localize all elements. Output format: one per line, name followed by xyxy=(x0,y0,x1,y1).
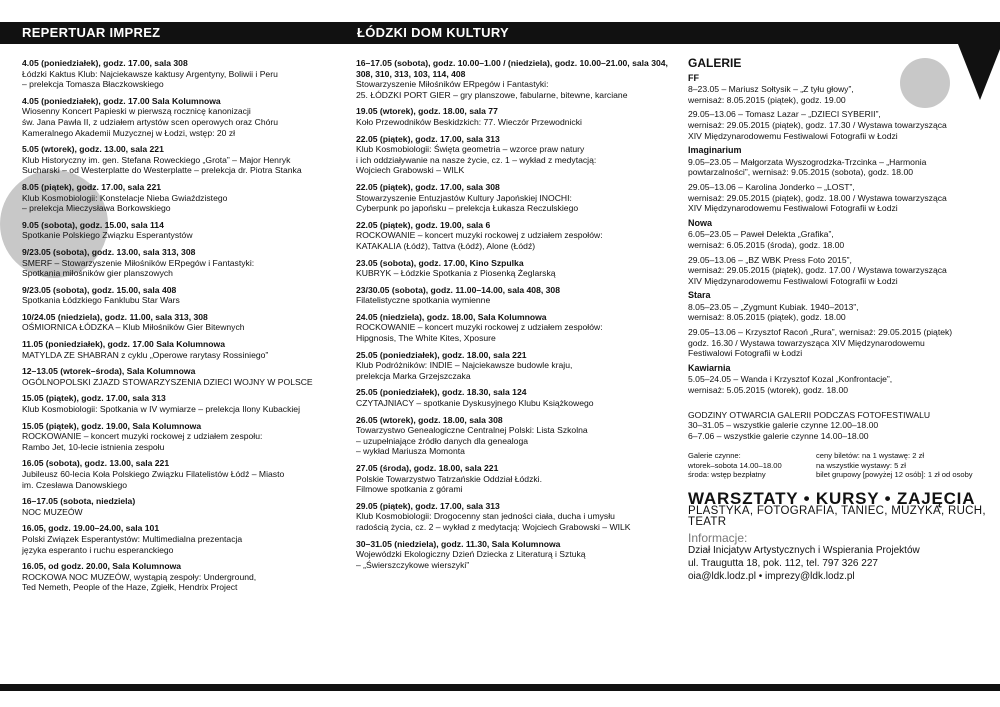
exhibition-line: wernisaż: 8.05.2015 (piątek), godz. 19.00 xyxy=(688,94,846,105)
event-entry xyxy=(22,220,340,241)
event-date-venue: 23/30.05 (sobota), godz. 11.00–14.00, sala 408, 308 xyxy=(356,284,560,295)
event-date-venue: 29.05 (piątek), godz. 17.00, sala 313 xyxy=(356,500,500,511)
ticket-info xyxy=(688,451,988,479)
event-entry xyxy=(356,539,674,571)
event-description: – uzupełniające źródło danych dla genealoga xyxy=(356,435,529,446)
event-description: ROCKOWANIE – koncert muzyki rockowej z udziałem zespołów: xyxy=(356,322,603,333)
gallery-section-name: Nowa xyxy=(688,217,713,228)
event-description: SMERF – Stowarzyszenie Miłośników ERpegów i Fantastyki: xyxy=(22,257,255,268)
contact-info xyxy=(688,544,988,583)
event-description: Ted Nemeth, People of the Haze, Zgiełk, Hendrix Project xyxy=(22,582,238,593)
contact-line: Dział Inicjatyw Artystycznych i Wspierania Projektów xyxy=(688,545,920,556)
event-date-venue: 16.05, od godz. 20.00, Sala Kolumnowa xyxy=(22,561,182,572)
galleries-title: GALERIE xyxy=(688,56,742,70)
event-description: CZYTAJNIACY – spotkanie Dyskusyjnego Klubu Książkowego xyxy=(356,398,594,409)
exhibition-line: 29.05–13.06 – Karolina Jonderko – „LOST”, xyxy=(688,181,855,192)
event-description: Spotkanie Polskiego Związku Esperantystów xyxy=(22,230,193,241)
ticket-price-line: na wszystkie wystawy: 5 zł xyxy=(816,460,906,470)
event-description: – wykład Mariusza Momonta xyxy=(356,446,465,457)
opening-hours-line: GODZINY OTWARCIA GALERII PODCZAS FOTOFESTIWALU xyxy=(688,409,931,420)
event-description: im. Czesława Danowskiego xyxy=(22,479,128,490)
event-entry xyxy=(22,182,340,214)
event-description: ROCKOWANIE – koncert muzyki rockowej z udziałem zespołu: xyxy=(22,431,263,442)
event-description: Cyberpunk po japońsku – prelekcja Łukasza Reczulskiego xyxy=(356,203,579,214)
exhibition-line: wernisaż: 8.05.2015 (piątek), godz. 18.00 xyxy=(688,312,846,323)
event-date-venue: 4.05 (poniedziałek), godz. 17.00, sala 308 xyxy=(22,58,188,68)
exhibition-line: powtarzalności”, wernisaż: 9.05.2015 (sobota), godz. 18.00 xyxy=(688,167,913,178)
event-date-venue: 15.05 (piątek), godz. 19.00, Sala Kolumnowa xyxy=(22,420,202,431)
event-date-venue: 26.05 (wtorek), godz. 18.00, sala 308 xyxy=(356,414,503,425)
event-description: 25. ŁÓDZKI PORT GIER – gry planszowe, fabularne, bitewne, karciane xyxy=(356,89,628,100)
exhibition-line: 8–23.05 – Mariusz Sołtysik – „Z tyłu głowy”, xyxy=(688,84,854,95)
event-description: Wojewódzki Ekologiczny Dzień Dziecka z Literaturą i Sztuką xyxy=(356,549,586,560)
header-center-title: ŁÓDZKI DOM KULTURY xyxy=(357,25,509,40)
event-description: Polski Związek Esperantystów: Multimedialna prezentacja xyxy=(22,533,243,544)
gallery-exhibition xyxy=(688,302,988,323)
event-description: Wojciech Grabowski – WILK xyxy=(356,165,465,176)
event-description: OŚMIORNICA ŁÓDZKA – Klub Miłośników Gier Bitewnych xyxy=(22,322,245,333)
event-description: – prelekcja Tomasza Błaczkowskiego xyxy=(22,79,164,90)
event-entry xyxy=(22,421,340,453)
event-description: Jubileusz 60-lecia Koła Polskiego Związku Filatelistów Łódź – Miasto xyxy=(22,469,285,479)
event-entry xyxy=(356,134,674,176)
event-description: Łódzki Kaktus Klub: Najciekawsze kaktusy Argentyny, Boliwii i Peru xyxy=(22,68,278,79)
ticket-line: Galerie czynne: xyxy=(688,451,741,461)
event-entry xyxy=(22,561,340,593)
event-entry xyxy=(356,58,674,100)
event-description: Wiosenny Koncert Papieski w pierwszą rocznicę kanonizacji xyxy=(22,106,251,117)
gallery-exhibition xyxy=(688,374,988,395)
exhibition-line: wernisaż: 29.05.2015 (piątek), godz. 18.00 / Wystawa towarzysząca xyxy=(688,192,947,203)
event-description: Klub Kosmobiologii: Konstelacje Nieba Gwiaździstego xyxy=(22,192,228,203)
exhibition-line: 5.05–24.05 – Wanda i Krzysztof Kozal „Konfrontacje”, xyxy=(688,374,893,385)
event-description: Klub Podróżników: INDIE – Najciekawsze budowle kraju, xyxy=(356,360,573,371)
event-date-venue: 9/23.05 (sobota), godz. 13.00, sala 313, 308 xyxy=(22,246,196,257)
event-date-venue: 15.05 (piątek), godz. 17.00, sala 313 xyxy=(22,393,166,404)
event-entry xyxy=(22,523,340,555)
event-date-venue: 22.05 (piątek), godz. 17.00, sala 308 xyxy=(356,181,500,192)
event-description: radością życia, cz. 2 – wykład z medytacją: Wojciech Grabowski – WILK xyxy=(356,521,631,532)
event-description: Klub Historyczny im. gen. Stefana Roweckiego „Grota” – Major Henryk xyxy=(22,154,291,165)
exhibition-line: XIV Międzynarodowemu Festiwalowi Fotografii w Łodzi xyxy=(688,130,898,141)
gallery-exhibition xyxy=(688,84,988,105)
event-entry xyxy=(356,501,674,533)
ticket-info-right xyxy=(816,451,973,479)
event-entry xyxy=(356,182,674,214)
event-description: Polskie Towarzystwo Tatrzańskie Oddział Łódzki. xyxy=(356,473,542,484)
event-date-venue: 16–17.05 (sobota), godz. 10.00–1.00 / (niedziela), godz. 10.00–21.00, sala 304, 308, 310, 313, 103, 114, 408 xyxy=(356,58,668,79)
event-description: – prelekcja Mieczysława Borkowskiego xyxy=(22,203,171,214)
event-description: NOC MUZEÓW xyxy=(22,506,83,517)
events-column-1 xyxy=(22,58,340,599)
event-entry xyxy=(356,258,674,279)
exhibition-line: XIV Międzynarodowemu Festiwalowi Fotografii w Łodzi xyxy=(688,203,898,214)
event-entry xyxy=(356,463,674,495)
gallery-exhibition xyxy=(688,182,988,214)
event-entry xyxy=(22,144,340,176)
exhibition-line: 29.05–13.06 – Krzysztof Racoń „Rura”, wernisaż: 29.05.2015 (piątek) xyxy=(688,327,953,338)
footer-bar xyxy=(0,684,1000,691)
gallery-section-name: Kawiarnia xyxy=(688,362,731,373)
gallery-opening-hours xyxy=(688,410,988,442)
event-date-venue: 24.05 (niedziela), godz. 18.00, Sala Kolumnowa xyxy=(356,311,547,322)
event-date-venue: 9.05 (sobota), godz. 15.00, sala 114 xyxy=(22,219,164,230)
event-description: Stowarzyszenie Entuzjastów Kultury Japońskiej INOCHI: xyxy=(356,192,572,203)
event-entry xyxy=(356,106,674,127)
event-entry xyxy=(356,415,674,457)
gallery-section-name: FF xyxy=(688,72,699,83)
event-description: ROCKOWA NOC MUZEÓW, wystąpią zespoły: Underground, xyxy=(22,571,257,582)
gallery-section-name: Stara xyxy=(688,290,711,301)
event-date-venue: 11.05 (poniedziałek), godz. 17.00 Sala Kolumnowa xyxy=(22,339,225,350)
gallery-exhibition xyxy=(688,157,988,178)
event-entry xyxy=(22,393,340,414)
workshops-subtitle: PLASTYKA, FOTOGRAFIA, TANIEC, MUZYKA, RUCH, TEATR xyxy=(688,505,986,528)
galleries-column xyxy=(688,58,988,583)
events-column-2 xyxy=(356,58,674,576)
event-entry xyxy=(356,285,674,306)
event-description: Klub Kosmobiologii: Święta geometria – wzorce praw natury xyxy=(356,144,585,155)
header-bar xyxy=(0,22,1000,44)
event-description: prelekcja Marka Grzejszczaka xyxy=(356,370,471,381)
event-date-venue: 19.05 (wtorek), godz. 18.00, sala 77 xyxy=(356,106,498,117)
event-date-venue: 16–17.05 (sobota, niedziela) xyxy=(22,496,136,507)
event-entry xyxy=(22,58,340,90)
event-entry xyxy=(22,247,340,279)
gallery-exhibition xyxy=(688,109,988,141)
event-entry xyxy=(22,366,340,387)
event-entry xyxy=(356,350,674,382)
event-description: św. Jana Pawła II, z udziałem artystów scen operowych oraz Chóru xyxy=(22,116,279,127)
exhibition-line: Festiwalowi Fotografii w Łodzi xyxy=(688,348,803,359)
event-entry xyxy=(356,220,674,252)
event-description: MATYLDA ZE SHABRAN z cyklu „Operowe rarytasy Rossiniego” xyxy=(22,349,269,360)
event-entry xyxy=(22,96,340,138)
event-description: KATAKALIA (Łódź), Tattva (Łódź), Alone (Łódź) xyxy=(356,240,536,251)
ticket-line: wtorek–sobota 14.00–18.00 xyxy=(688,460,782,470)
gallery-section-name: Imaginarium xyxy=(688,145,742,156)
event-description: Towarzystwo Genealogiczne Centralnej Polski: Lista Szkolna xyxy=(356,425,588,436)
event-description: i ich oddziaływanie na nasze życie, cz. 1 – wykład z medytacją: xyxy=(356,154,597,165)
exhibition-line: 8.05–23.05 – „Zygmunt Kubiak. 1940–2013”, xyxy=(688,301,859,312)
event-description: Spotkania miłośników gier planszowych xyxy=(22,268,173,279)
event-date-venue: 27.05 (środa), godz. 18.00, sala 221 xyxy=(356,463,499,473)
info-label: Informacje: xyxy=(688,531,748,546)
event-date-venue: 22.05 (piątek), godz. 17.00, sala 313 xyxy=(356,133,500,144)
event-date-venue: 4.05 (poniedziałek), godz. 17.00 Sala Kolumnowa xyxy=(22,95,221,106)
event-description: Sucharski – od Westerplatte do Westerplatte – prelekcja dr. Piotra Stanka xyxy=(22,165,302,176)
event-date-venue: 22.05 (piątek), godz. 19.00, sala 6 xyxy=(356,219,491,230)
event-entry xyxy=(22,496,340,517)
opening-hours-line: 6–7.06 – wszystkie galerie czynne 14.00–18.00 xyxy=(688,430,869,441)
event-date-venue: 5.05 (wtorek), godz. 13.00, sala 221 xyxy=(22,144,164,155)
opening-hours-line: 30–31.05 – wszystkie galerie czynne 12.00–18.00 xyxy=(688,420,879,431)
event-description: Klub Kosmobiologii: Spotkania w IV wymiarze – prelekcja Ilony Kubackiej xyxy=(22,404,301,415)
exhibition-line: 29.05–13.06 – „BZ WBK Press Foto 2015”, xyxy=(688,254,852,265)
event-date-venue: 30–31.05 (niedziela), godz. 11.30, Sala Kolumnowa xyxy=(356,538,561,549)
event-date-venue: 25.05 (poniedziałek), godz. 18.00, sala 221 xyxy=(356,349,527,360)
gallery-exhibition xyxy=(688,229,988,250)
exhibition-line: godz. 16.30 / Wystawa towarzysząca XIV Międzynarodowemu xyxy=(688,337,925,348)
workshops-block xyxy=(688,488,988,583)
event-description: ROCKOWANIE – koncert muzyki rockowej z udziałem zespołów: xyxy=(356,230,603,241)
workshops-title: WARSZTATY • KURSY • ZAJĘCIA xyxy=(688,488,976,508)
ticket-info-left xyxy=(688,451,816,479)
header-left-title: REPERTUAR IMPREZ xyxy=(22,25,161,40)
event-description: KUBRYK – Łódzkie Spotkania z Piosenką Żeglarską xyxy=(356,268,556,279)
event-description: języka esperanto i ruchu esperanckiego xyxy=(22,544,174,555)
event-entry xyxy=(22,458,340,490)
event-date-venue: 9/23.05 (sobota), godz. 15.00, sala 408 xyxy=(22,284,177,295)
event-entry xyxy=(356,387,674,408)
event-description: Spotkania Łódzkiego Fanklubu Star Wars xyxy=(22,295,180,306)
event-description: Klub Kosmobiologii: Drogocenny stan jedności ciała, ducha i umysłu xyxy=(356,511,615,522)
exhibition-line: 9.05–23.05 – Małgorzata Wyszogrodzka-Trzcinka – „Harmonia xyxy=(688,156,927,167)
exhibition-line: 29.05–13.06 – Tomasz Lazar – „DZIECI SYBERII”, xyxy=(688,109,881,120)
exhibition-line: wernisaż: 6.05.2015 (środa), godz. 18.00 xyxy=(688,239,845,250)
event-entry xyxy=(22,339,340,360)
event-date-venue: 10/24.05 (niedziela), godz. 11.00, sala 313, 308 xyxy=(22,311,208,322)
event-entry xyxy=(356,312,674,344)
event-date-venue: 25.05 (poniedziałek), godz. 18.30, sala 124 xyxy=(356,387,527,398)
event-date-venue: 23.05 (sobota), godz. 17.00, Kino Szpulka xyxy=(356,257,524,268)
ticket-price-line: bilet grupowy [powyżej 12 osób]: 1 zł od osoby xyxy=(816,470,973,480)
event-date-venue: 16.05, godz. 19.00–24.00, sala 101 xyxy=(22,523,160,534)
event-entry xyxy=(22,312,340,333)
exhibition-line: wernisaż: 29.05.2015 (piątek), godz. 17.30 / Wystawa towarzysząca xyxy=(688,119,947,130)
event-date-venue: 8.05 (piątek), godz. 17.00, sala 221 xyxy=(22,181,162,192)
event-date-venue: 16.05 (sobota), godz. 13.00, sala 221 xyxy=(22,458,170,469)
event-date-venue: 12–13.05 (wtorek–środa), Sala Kolumnowa xyxy=(22,366,196,377)
gallery-exhibition xyxy=(688,327,988,359)
exhibition-line: XIV Międzynarodowemu Festiwalowi Fotografii w Łodzi xyxy=(688,275,898,286)
event-description: OGÓLNOPOLSKI ZJAZD STOWARZYSZENIA DZIECI WOJNY W POLSCE xyxy=(22,376,313,387)
event-description: Koło Przewodników Beskidzkich: 77. Wieczór Przewodnicki xyxy=(356,116,582,127)
ticket-price-line: ceny biletów: na 1 wystawę: 2 zł xyxy=(816,451,925,461)
gallery-exhibition xyxy=(688,255,988,287)
event-description: Filatelistyczne spotkania wymienne xyxy=(356,295,491,306)
exhibition-line: 6.05–23.05 – Paweł Delekta „Grafika”, xyxy=(688,229,834,240)
contact-line: oia@ldk.lodz.pl • imprezy@ldk.lodz.pl xyxy=(688,571,855,582)
event-description: Stowarzyszenie Miłośników ERpegów i Fantastyki: xyxy=(356,79,549,90)
contact-line: ul. Traugutta 18, pok. 112, tel. 797 326 227 xyxy=(688,558,878,569)
event-entry xyxy=(22,285,340,306)
exhibition-line: wernisaż: 29.05.2015 (piątek), godz. 17.00 / Wystawa towarzysząca xyxy=(688,265,947,276)
exhibition-line: wernisaż: 5.05.2015 (wtorek), godz. 18.00 xyxy=(688,385,849,396)
event-description: Filmowe spotkania z górami xyxy=(356,484,463,495)
event-description: Kameralnego Akademii Muzycznej w Łodzi, wstęp: 20 zł xyxy=(22,127,236,138)
ticket-line: środa: wstęp bezpłatny xyxy=(688,470,766,480)
event-description: Hipgnosis, The White Kites, Xposure xyxy=(356,333,496,344)
event-description: – „Świerszczykowe wierszyki” xyxy=(356,559,470,570)
event-description: Rambo Jet, 10-lecie istnienia zespołu xyxy=(22,441,165,452)
gallery-sections xyxy=(688,73,988,396)
